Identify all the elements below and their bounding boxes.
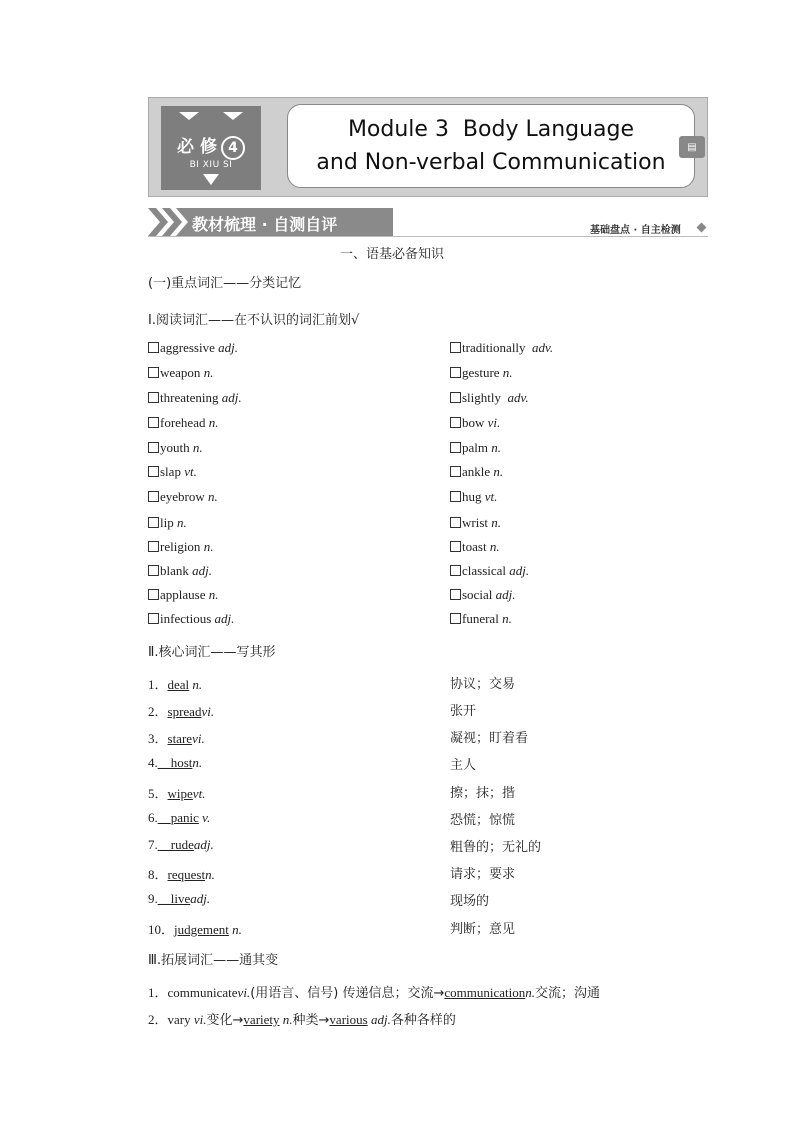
- vocab-item: [148, 390, 242, 406]
- pos: n.: [176, 515, 187, 530]
- item-number: 1．: [148, 677, 168, 692]
- triangle-decoration-icon: [179, 112, 199, 120]
- list-item: [148, 755, 202, 771]
- checkbox[interactable]: [450, 342, 461, 353]
- word: wrist: [462, 515, 488, 530]
- checkbox[interactable]: [450, 565, 461, 576]
- diamond-icon: [697, 223, 707, 233]
- meaning: 交流；沟通: [534, 986, 600, 1001]
- word: gesture: [462, 365, 500, 380]
- meaning: 各种各样的: [390, 1013, 456, 1028]
- meaning: 协议；交易: [450, 677, 516, 692]
- vocab-item: [450, 365, 513, 381]
- answer: __live: [157, 891, 191, 906]
- item-number: 7.: [148, 837, 158, 852]
- pos: adj.: [221, 390, 242, 405]
- list-item: [148, 810, 210, 826]
- item-number: 5．: [148, 786, 168, 801]
- vocab-item: [148, 587, 218, 603]
- meaning: 主人: [450, 758, 477, 773]
- pos: adj.: [190, 891, 211, 906]
- word: communicate: [167, 985, 238, 1000]
- word: infectious: [160, 611, 212, 626]
- list-item: [148, 837, 214, 853]
- word: classical: [462, 563, 507, 578]
- meaning: 凝视；盯着看: [450, 731, 529, 746]
- vocab-item: [450, 464, 503, 480]
- checkbox[interactable]: [148, 517, 159, 528]
- pos: n.: [491, 515, 501, 530]
- word: traditionally: [462, 340, 526, 355]
- badge-text: 必 修: [177, 137, 217, 157]
- sub-heading: (一)重点词汇——分类记忆: [148, 276, 302, 291]
- pos: n.: [203, 539, 214, 554]
- section-header-bar: [148, 208, 393, 236]
- word: palm: [462, 440, 488, 455]
- pos: n.: [208, 489, 218, 504]
- word: eyebrow: [160, 489, 205, 504]
- badge-number: 4: [221, 136, 245, 160]
- checkbox[interactable]: [450, 466, 461, 477]
- item-number: 2．: [148, 704, 168, 719]
- meaning: 恐慌；惊慌: [450, 813, 516, 828]
- pos: n.: [192, 440, 203, 455]
- pos: n.: [502, 611, 512, 626]
- list-item: [148, 864, 215, 883]
- item-number: 9.: [148, 891, 158, 906]
- pos: n.: [491, 440, 501, 455]
- vocab-item: [450, 611, 512, 627]
- pos: n.: [502, 365, 513, 380]
- pos: vi.: [237, 985, 251, 1000]
- answer: variety: [243, 1012, 280, 1027]
- word: aggressive: [160, 340, 215, 355]
- meaning: 请求；要求: [450, 867, 516, 882]
- checkbox[interactable]: [148, 367, 159, 378]
- word: threatening: [160, 390, 219, 405]
- pos: n.: [192, 677, 203, 692]
- checkbox[interactable]: [450, 491, 461, 502]
- item-number: 1．: [148, 985, 168, 1000]
- pos: vi.: [192, 731, 205, 746]
- answer: __rude: [157, 837, 194, 852]
- meaning: 判断；意见: [450, 922, 516, 937]
- word: youth: [160, 440, 190, 455]
- checkbox[interactable]: [450, 517, 461, 528]
- checkbox[interactable]: [148, 342, 159, 353]
- answer: stare: [167, 731, 193, 746]
- vocab-item: [148, 365, 213, 381]
- word: religion: [160, 539, 201, 554]
- word: slap: [160, 464, 181, 479]
- triangle-decoration-icon: [223, 112, 243, 120]
- word: weapon: [160, 365, 201, 380]
- item-number: 2．: [148, 1012, 168, 1027]
- badge-pinyin: BI XIU SI: [189, 160, 233, 170]
- pos: adj.: [218, 340, 238, 355]
- pos: n.: [282, 1012, 293, 1027]
- vocab-item: [148, 539, 213, 555]
- checkbox[interactable]: [148, 565, 159, 576]
- word: bow: [462, 415, 485, 430]
- checkbox[interactable]: [148, 613, 159, 624]
- part1-title: Ⅰ.阅读词汇——在不认识的词汇前划√: [148, 313, 360, 328]
- word: applause: [160, 587, 206, 602]
- vocab-item: [450, 340, 553, 356]
- vocab-item: [450, 515, 501, 531]
- checkbox[interactable]: [148, 541, 159, 552]
- list-item: [148, 701, 214, 720]
- word: social: [462, 587, 493, 602]
- pos: n.: [205, 867, 215, 882]
- list-item: [148, 891, 210, 907]
- pos: n.: [232, 922, 242, 937]
- badge-label: [161, 132, 261, 160]
- checkbox[interactable]: [148, 417, 159, 428]
- word: hug: [462, 489, 482, 504]
- book-icon: ▤: [679, 136, 705, 158]
- vocab-item: [450, 563, 529, 579]
- answer: various: [329, 1012, 368, 1027]
- vocab-item: [450, 539, 500, 555]
- word: funeral: [462, 611, 499, 626]
- item-number: 6.: [148, 810, 158, 825]
- vocab-item: [450, 489, 497, 505]
- title-line-1: Module 3 Body Language: [347, 117, 635, 142]
- explanation: 变化→: [206, 1013, 244, 1028]
- vocab-item: [450, 440, 501, 456]
- word: vary: [167, 1012, 191, 1027]
- checkbox[interactable]: [450, 417, 461, 428]
- answer: judgement: [174, 922, 229, 937]
- pos: vt.: [184, 464, 197, 479]
- checkbox[interactable]: [148, 392, 159, 403]
- answer: request: [167, 867, 206, 882]
- main-heading: 一、语基必备知识: [340, 247, 445, 262]
- divider: [148, 236, 708, 237]
- down-triangle-icon: [203, 174, 219, 185]
- item-number: 3．: [148, 731, 168, 746]
- list-item: [148, 1009, 456, 1028]
- checkbox[interactable]: [450, 541, 461, 552]
- list-item: [148, 783, 205, 802]
- list-item: [148, 982, 600, 1001]
- item-number: 4.: [148, 755, 158, 770]
- list-item: [148, 919, 242, 938]
- checkbox[interactable]: [148, 442, 159, 453]
- vocab-item: [148, 415, 218, 431]
- pos: adj.: [370, 1012, 391, 1027]
- pos: n.: [489, 539, 500, 554]
- part3-title: Ⅲ.拓展词汇——通其变: [148, 953, 279, 968]
- pos: vi.: [487, 415, 501, 430]
- vocab-item: [450, 415, 500, 431]
- checkbox[interactable]: [148, 466, 159, 477]
- textbook-badge: [161, 106, 261, 190]
- pos: adj.: [509, 563, 530, 578]
- meaning: 张开: [450, 704, 477, 719]
- answer: spread: [167, 704, 202, 719]
- pos: adj.: [192, 563, 213, 578]
- section-subtitle: 基础盘点 · 自主检测: [590, 225, 681, 236]
- list-item: [148, 728, 205, 747]
- pos: vi.: [201, 704, 215, 719]
- checkbox[interactable]: [450, 367, 461, 378]
- meaning: 擦；抹；揩: [450, 786, 516, 801]
- word: ankle: [462, 464, 491, 479]
- list-item: [148, 674, 202, 693]
- pos: n.: [208, 415, 219, 430]
- item-number: 10．: [148, 922, 175, 937]
- vocab-item: [148, 340, 238, 356]
- pos: n.: [493, 464, 504, 479]
- answer: wipe: [167, 786, 193, 801]
- pos: vt.: [192, 786, 206, 801]
- pos: v.: [202, 810, 211, 825]
- answer: communication: [444, 985, 526, 1000]
- word: toast: [462, 539, 487, 554]
- part2-title: Ⅱ.核心词汇——写其形: [148, 645, 276, 660]
- pos: adj.: [193, 837, 214, 852]
- pos: adv.: [507, 390, 529, 405]
- checkbox[interactable]: [450, 442, 461, 453]
- pos: adv.: [532, 340, 554, 355]
- pos: n.: [525, 985, 535, 1000]
- section-title: 教材梳理 · 自测自评: [192, 215, 338, 234]
- meaning: 现场的: [450, 894, 490, 909]
- vocab-item: [148, 563, 212, 579]
- checkbox[interactable]: [450, 392, 461, 403]
- pos: vi.: [193, 1012, 207, 1027]
- checkbox[interactable]: [450, 589, 461, 600]
- checkbox[interactable]: [450, 613, 461, 624]
- item-number: 8．: [148, 867, 168, 882]
- vocab-item: [148, 515, 187, 531]
- vocab-item: [148, 440, 203, 456]
- title-line-2: and Non-verbal Communication: [316, 150, 666, 175]
- pos: n.: [192, 755, 203, 770]
- explanation: 种类→: [292, 1013, 330, 1028]
- word: forehead: [160, 415, 206, 430]
- checkbox[interactable]: [148, 589, 159, 600]
- vocab-item: [148, 611, 234, 627]
- module-banner: [148, 97, 708, 197]
- pos: adj.: [214, 611, 235, 626]
- word: slightly: [462, 390, 502, 405]
- explanation: (用语言、信号) 传递信息；交流→: [250, 986, 445, 1001]
- answer: __host: [157, 755, 193, 770]
- pos: n.: [203, 365, 214, 380]
- answer: __panic: [157, 810, 199, 825]
- word: blank: [160, 563, 189, 578]
- vocab-item: [450, 587, 515, 603]
- word: lip: [160, 515, 174, 530]
- checkbox[interactable]: [148, 491, 159, 502]
- vocab-item: [148, 464, 197, 480]
- meaning: 粗鲁的；无礼的: [450, 840, 542, 855]
- answer: deal: [167, 677, 190, 692]
- module-title: [287, 104, 695, 188]
- pos: adj.: [495, 587, 516, 602]
- pos: n.: [208, 587, 219, 602]
- vocab-item: [148, 489, 218, 505]
- vocab-item: [450, 390, 529, 406]
- pos: vt.: [484, 489, 498, 504]
